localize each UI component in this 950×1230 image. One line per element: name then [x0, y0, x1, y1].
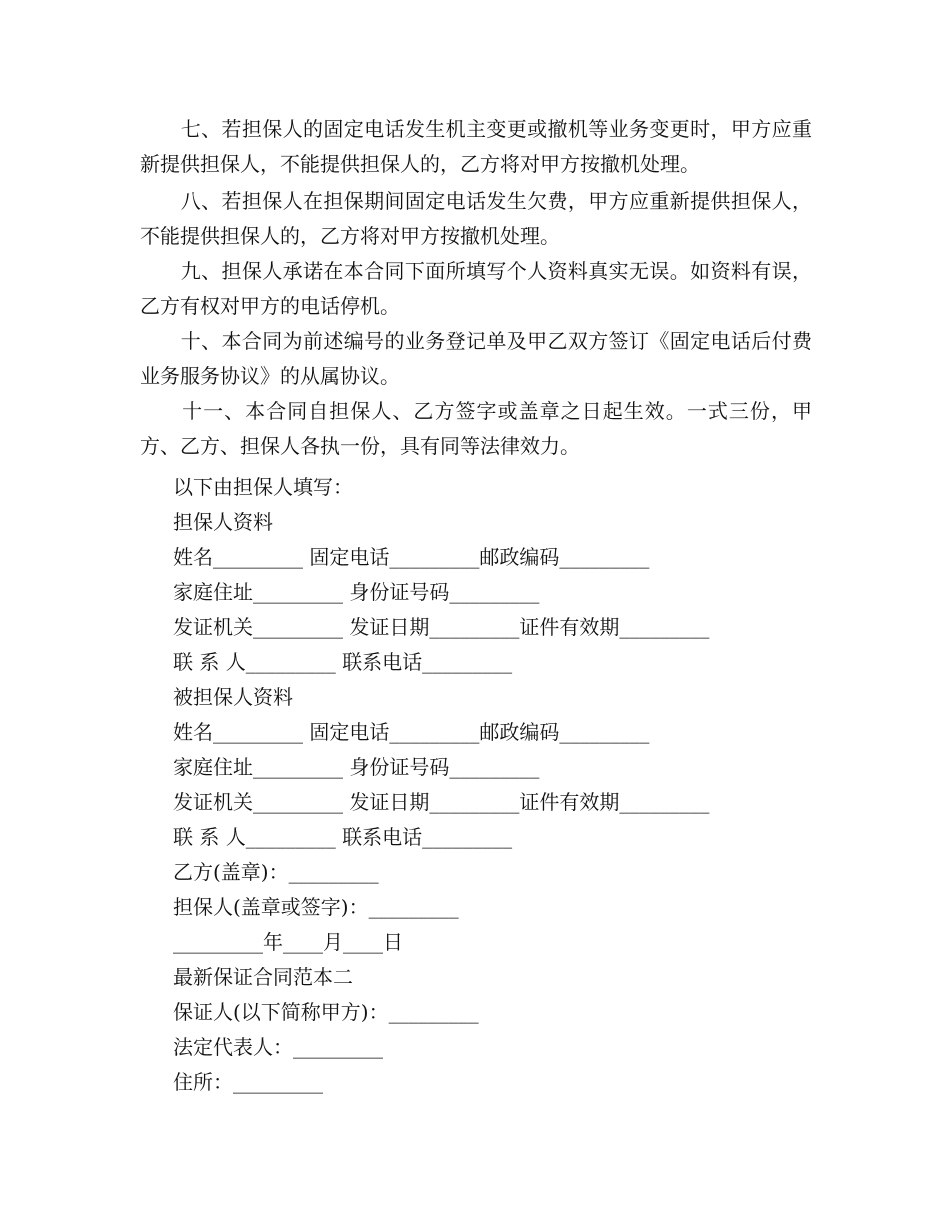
- guaranteed-row-contact: 联 系 人_________ 联系电话_________: [173, 825, 513, 849]
- party-b-seal-line: 乙方(盖章)：_________: [173, 860, 379, 884]
- clause-11: 十一、本合同自担保人、乙方签字或盖章之日起生效。一式三份，甲方、乙方、担保人各执一份，具有同等法律效力。: [140, 399, 812, 458]
- next-contract-title: 最新保证合同范本二: [173, 965, 353, 989]
- address-line: 住所：_________: [173, 1070, 323, 1094]
- guarantor-row-contact: 联 系 人_________ 联系电话_________: [173, 650, 513, 674]
- clause-10: 十、本合同为前述编号的业务登记单及甲乙双方签订《固定电话后付费业务服务协议》的从属协议。: [140, 329, 812, 388]
- guarantor-section-title: 担保人资料: [173, 510, 273, 534]
- guarantor-row-address-id: 家庭住址_________ 身份证号码_________: [173, 580, 540, 604]
- guaranteed-section-title: 被担保人资料: [173, 685, 293, 709]
- legal-representative-line: 法定代表人：_________: [173, 1035, 383, 1059]
- guaranteed-row-address-id: 家庭住址_________ 身份证号码_________: [173, 755, 540, 779]
- guarantor-signature-line: 担保人(盖章或签字)：_________: [173, 895, 459, 919]
- guarantor-row-name-phone-postcode: 姓名_________ 固定电话_________邮政编码_________: [173, 545, 650, 569]
- guaranteed-row-issuer-date-validity: 发证机关_________ 发证日期_________证件有效期_________: [173, 790, 710, 814]
- guaranteed-row-name-phone-postcode: 姓名_________ 固定电话_________邮政编码_________: [173, 720, 650, 744]
- clause-7: 七、若担保人的固定电话发生机主变更或撤机等业务变更时，甲方应重新提供担保人，不能提供担保人的，乙方将对甲方按撤机处理。: [140, 117, 812, 176]
- guarantor-party-a-line: 保证人(以下简称甲方)：_________: [173, 1000, 479, 1024]
- clause-9: 九、担保人承诺在本合同下面所填写个人资料真实无误。如资料有误，乙方有权对甲方的电话停机。: [140, 259, 812, 318]
- date-line: _________年____月____日: [173, 930, 403, 954]
- clause-8: 八、若担保人在担保期间固定电话发生欠费，甲方应重新提供担保人，不能提供担保人的，乙方将对甲方按撤机处理。: [140, 189, 812, 248]
- guarantor-row-issuer-date-validity: 发证机关_________ 发证日期_________证件有效期_________: [173, 615, 710, 639]
- form-intro: 以下由担保人填写：: [173, 475, 353, 499]
